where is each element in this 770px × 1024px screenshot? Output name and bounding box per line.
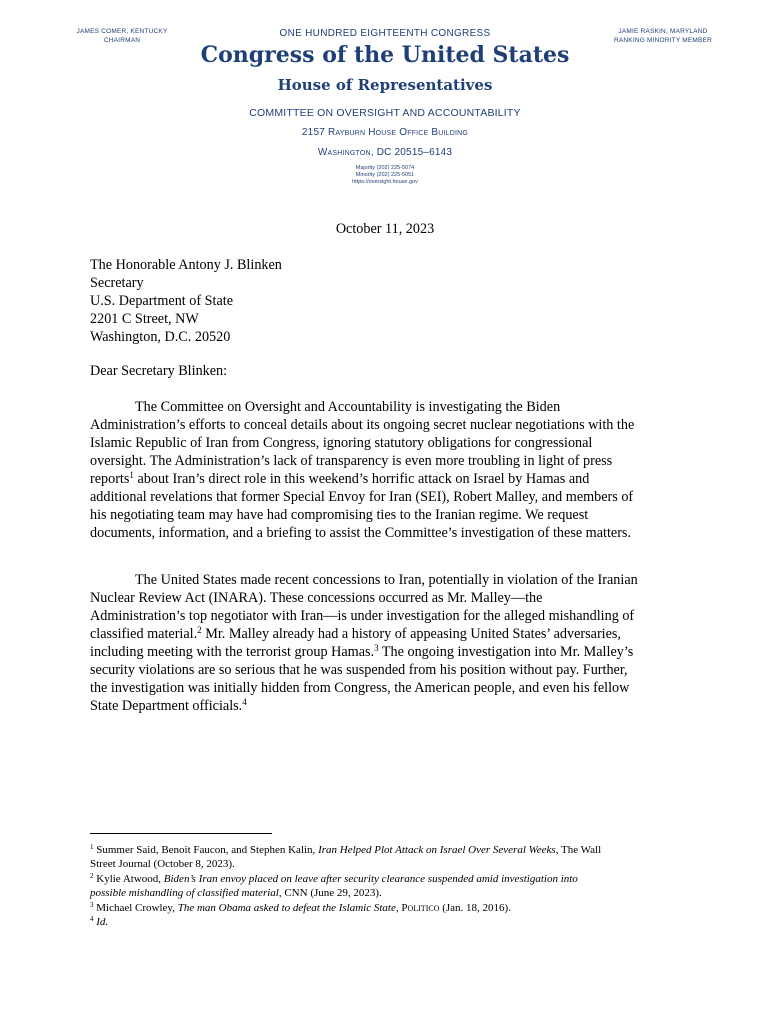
chair-title: CHAIRMAN bbox=[103, 36, 141, 44]
addressee-line: U.S. Department of State bbox=[90, 293, 234, 309]
website-link[interactable]: https://oversight.house.gov bbox=[352, 179, 418, 185]
text-line: reports$^1$ about Iran’s direct role in this weekend’s horrific attack on Israel by Hamas and bbox=[90, 470, 590, 487]
text-line: security violations are so serious that he was suspended from his position without pay. Further, bbox=[90, 662, 628, 678]
footnote-divider bbox=[90, 833, 272, 834]
letterhead-house: House of Representatives bbox=[277, 76, 493, 94]
ranking-member-name: JAMIE RASKIN, MARYLAND bbox=[618, 28, 708, 35]
text-line: Administration’s efforts to conceal details about its ongoing secret nuclear negotiations with the bbox=[90, 417, 635, 433]
footnote-ref-3[interactable]: 3 bbox=[374, 643, 379, 653]
ranking-member-title: RANKING MINORITY MEMBER bbox=[613, 36, 712, 44]
text-line: additional revelations that former Special Envoy for Iran (SEI), Robert Malley, and members of bbox=[90, 489, 634, 505]
majority-phone: Majority (202) 225-5074 bbox=[355, 165, 415, 171]
minority-phone: Minority (202) 225-5051 bbox=[355, 172, 415, 178]
addressee-line: 2201 C Street, NW bbox=[90, 311, 199, 327]
footnote-1-cont: Street Journal (October 8, 2023). bbox=[90, 858, 235, 871]
text-line: the investigation was initially hidden from Congress, the American people, and even his fellow bbox=[90, 680, 630, 696]
addressee-line: The Honorable Antony J. Blinken bbox=[90, 257, 282, 273]
footnote-ref-4[interactable]: 4 bbox=[242, 697, 247, 707]
salutation: Dear Secretary Blinken: bbox=[90, 363, 228, 379]
text-line: Nuclear Review Act (INARA). These concessions occurred as Mr. Malley—the bbox=[90, 590, 543, 606]
paragraph-2 bbox=[90, 571, 680, 715]
contact-block bbox=[0, 165, 770, 186]
office-address: 2157 Rayburn House Office Building bbox=[301, 127, 469, 138]
chair-name: JAMES COMER, KENTUCKY bbox=[76, 28, 168, 35]
office-city: Washington, DC 20515–6143 bbox=[317, 147, 453, 158]
text-line: documents, information, and a briefing to assist the Committee’s investigation of these matters. bbox=[90, 525, 631, 541]
addressee-line: Washington, D.C. 20520 bbox=[90, 329, 231, 345]
footnote-ref-2[interactable]: 2 bbox=[197, 625, 202, 635]
paragraph-1 bbox=[90, 398, 680, 542]
text-line: classified material.$^2$ Mr. Malley already had a history of appeasing United States’ adversaries, bbox=[90, 625, 621, 642]
letter-date: October 11, 2023 bbox=[335, 221, 435, 237]
footnote-3: $^3$ Michael Crowley, The man Obama asked to defeat the Islamic State, Politico (Jan. 18, 2016). bbox=[90, 900, 511, 914]
text-line: his negotiating team may have had compromising ties to the Iranian regime. We request bbox=[90, 507, 589, 523]
text-line: State Department officials.$^4$ bbox=[90, 697, 247, 714]
addressee-line: Secretary bbox=[90, 275, 144, 291]
congress-number: ONE HUNDRED EIGHTEENTH CONGRESS bbox=[279, 28, 491, 39]
footnotes bbox=[90, 843, 690, 929]
footnote-4: $^4$ Id. bbox=[90, 915, 109, 929]
committee-name: COMMITTEE ON OVERSIGHT AND ACCOUNTABILITY bbox=[249, 107, 521, 119]
text-line: The United States made recent concessions to Iran, potentially in violation of the Iranian bbox=[135, 572, 638, 588]
addressee-block bbox=[90, 256, 690, 346]
footnote-2: $^2$ Kylie Atwood, Biden’s Iran envoy placed on leave after security clearance suspended amid investigation into bbox=[90, 871, 578, 885]
footnote-ref-1[interactable]: 1 bbox=[129, 470, 134, 480]
text-line: The Committee on Oversight and Accountability is investigating the Biden bbox=[135, 399, 561, 415]
letterhead-title: Congress of the United States bbox=[200, 42, 570, 68]
text-line: Islamic Republic of Iran from Congress, ignoring statutory obligations for congressional bbox=[90, 435, 593, 451]
text-line: including meeting with the terrorist group Hamas.$^3$ The ongoing investigation into Mr. Malley’s bbox=[90, 643, 634, 660]
text-line: oversight. The Administration’s lack of transparency is even more troubling in light of press bbox=[90, 453, 613, 469]
footnote-2-cont: possible mishandling of classified material, CNN (June 29, 2023). bbox=[90, 887, 382, 900]
text-line: Administration’s top negotiator with Iran—is under investigation for the alleged mishandling of bbox=[90, 608, 635, 624]
footnote-1: $^1$ Summer Said, Benoit Faucon, and Stephen Kalin, Iran Helped Plot Attack on Israel Over Several Weeks, The Wall bbox=[90, 843, 602, 856]
